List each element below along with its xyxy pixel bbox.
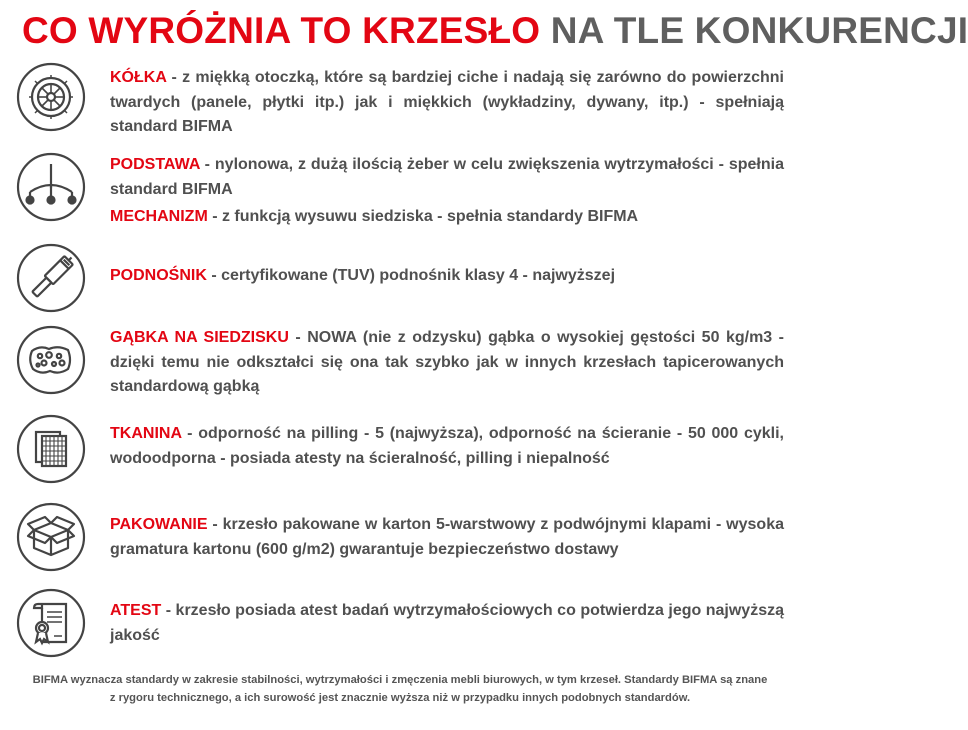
feature-keyword: PODNOŚNIK (110, 267, 207, 284)
feature-description: - odporność na pilling - 5 (najwyższa), odporność na ścieranie - 50 000 cykli, wodoodporna - posiada atesty na ścieralność, pilling i niepalność (110, 425, 784, 467)
feature-description: - z miękką otoczką, które są bardziej ciche i nadają się zarówno do powierzchni twardych (panele, płytki itp.) jak i miękkich (wykładziny, dywany, itp.) - spełniają standard BIFMA (110, 69, 784, 135)
feature-item (110, 153, 784, 202)
sponge-icon (16, 325, 86, 395)
feature-text (110, 513, 784, 562)
gas-lift-icon (16, 243, 86, 313)
feature-text (110, 66, 784, 140)
title-gray: NA TLE KONKURENCJI (550, 10, 968, 51)
feature-description: - z funkcją wysuwu siedziska - spełnia standardy BIFMA (207, 208, 639, 225)
feature-text (110, 326, 784, 400)
certificate-icon (16, 588, 86, 658)
feature-description: - nylonowa, z dużą ilością żeber w celu zwiększenia wytrzymałości - spełnia standard BIFMA (110, 156, 784, 198)
feature-keyword: PAKOWANIE (110, 516, 208, 533)
page-title (22, 10, 968, 52)
feature-text (110, 422, 784, 471)
wheel-icon (16, 62, 86, 132)
box-icon (16, 502, 86, 572)
feature-keyword: TKANINA (110, 425, 182, 442)
feature-keyword: GĄBKA NA SIEDZISKU (110, 329, 289, 346)
feature-keyword: ATEST (110, 602, 162, 619)
fabric-icon (16, 414, 86, 484)
feature-description: - krzesło posiada atest badań wytrzymałościowych co potwierdza jego najwyższą jakość (110, 602, 784, 644)
feature-text (110, 153, 784, 230)
feature-description: - NOWA (nie z odzysku) gąbka o wysokiej gęstości 50 kg/m3 - dzięki temu nie odkształci się ona tak szybko jak w innych krzesłach tapicerowanych standardową gąbką (110, 329, 785, 395)
feature-item (110, 205, 784, 230)
feature-keyword: PODSTAWA (110, 156, 200, 173)
chair-base-icon (16, 152, 86, 222)
title-red: CO WYRÓŻNIA TO KRZESŁO (22, 10, 541, 51)
feature-description: - certyfikowane (TUV) podnośnik klasy 4 - najwyższej (206, 267, 616, 284)
feature-keyword: MECHANIZM (110, 208, 208, 225)
feature-keyword: KÓŁKA (110, 69, 167, 86)
feature-description: - krzesło pakowane w karton 5-warstwowy z podwójnymi klapami - wysoka gramatura kartonu (600 g/m2) gwarantuje bezpieczeństwo dostawy (110, 516, 784, 558)
footer-note: BIFMA wyznacza standardy w zakresie stabilności, wytrzymałości i zmęczenia mebli biurowych, w tym krzeseł. Standardy BIFMA są znane z rygoru technicznego, a ich surowość jest znacznie wyższa niż w przypadku innych podobnych standardów. (32, 674, 768, 704)
feature-text (110, 599, 784, 648)
feature-text (110, 264, 784, 289)
